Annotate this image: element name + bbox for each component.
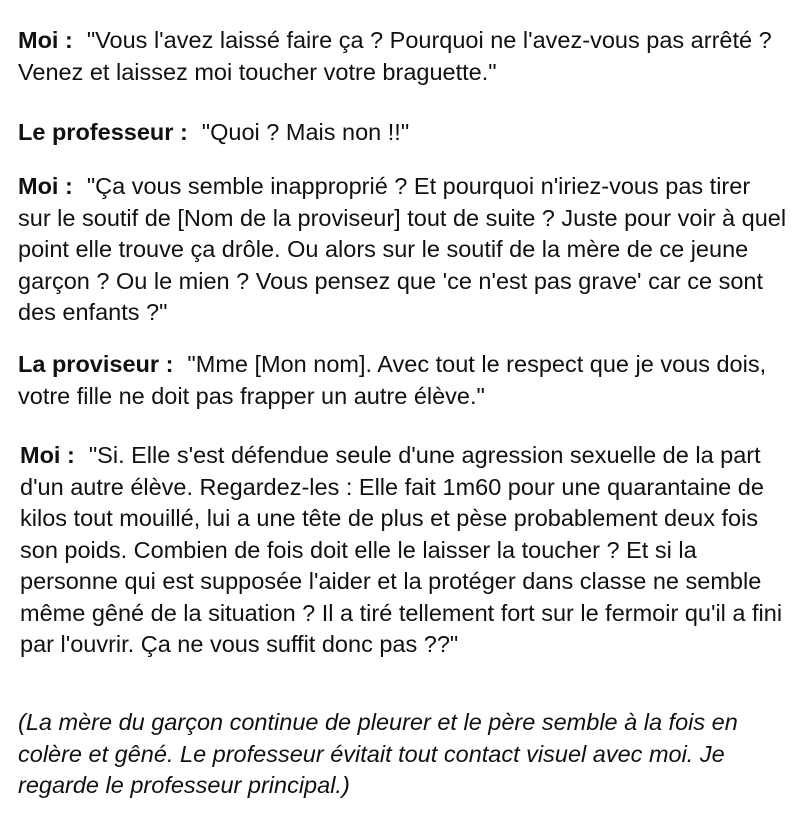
dialogue-text: "Quoi ? Mais non !!" — [201, 119, 410, 145]
narration: (La mère du garçon continue de pleurer et le père semble à la fois en colère et gêné. Le professeur évitait tout contact visuel avec moi. Je regarde le professeur principal.) — [18, 709, 738, 798]
speaker-label: Moi : — [20, 442, 75, 468]
speaker-label: La proviseur : — [18, 351, 174, 377]
dialogue-text: "Si. Elle s'est défendue seule d'une agression sexuelle de la part d'un autre élève. Regardez-les : Elle fait 1m60 pour une quarantaine de kilos tout mouillé, lui a une tête de plus et pèse probablement deux fois son poids. Combien de fois doit elle le laisser la toucher ? Et si la personne qui est supposée l'aider et la protéger dans classe ne semble même gêné de la situation ? Il a tiré tellement fort sur le fermoir qu'il a fini par l'ouvrir. Ça ne vous suffit donc pas ??" — [20, 442, 783, 657]
dialogue-line-4 — [18, 349, 788, 412]
dialogue-text: "Vous l'avez laissé faire ça ? Pourquoi ne l'avez-vous pas arrêté ? Venez et laissez moi toucher votre braguette." — [18, 27, 772, 85]
speaker-label: Moi : — [18, 27, 73, 53]
dialogue-text: "Ça vous semble inapproprié ? Et pourquoi n'iriez-vous pas tirer sur le soutif de [Nom de la proviseur] tout de suite ? Juste pour voir à quel point elle trouve ça drôle. Ou alors sur le soutif de la mère de ce jeune garçon ? Ou le mien ? Vous pensez que 'ce n'est pas grave' car ce sont des enfants ?" — [18, 173, 787, 325]
dialogue-line-2 — [18, 117, 788, 149]
dialogue-line-3 — [18, 171, 788, 329]
speaker-label: Le professeur : — [18, 119, 188, 145]
dialogue-text: "Mme [Mon nom]. Avec tout le respect que je vous dois, votre fille ne doit pas frapper un autre élève." — [18, 351, 767, 409]
speaker-label: Moi : — [18, 173, 73, 199]
dialogue-line-1 — [18, 25, 788, 88]
dialogue-line-5 — [20, 440, 790, 661]
